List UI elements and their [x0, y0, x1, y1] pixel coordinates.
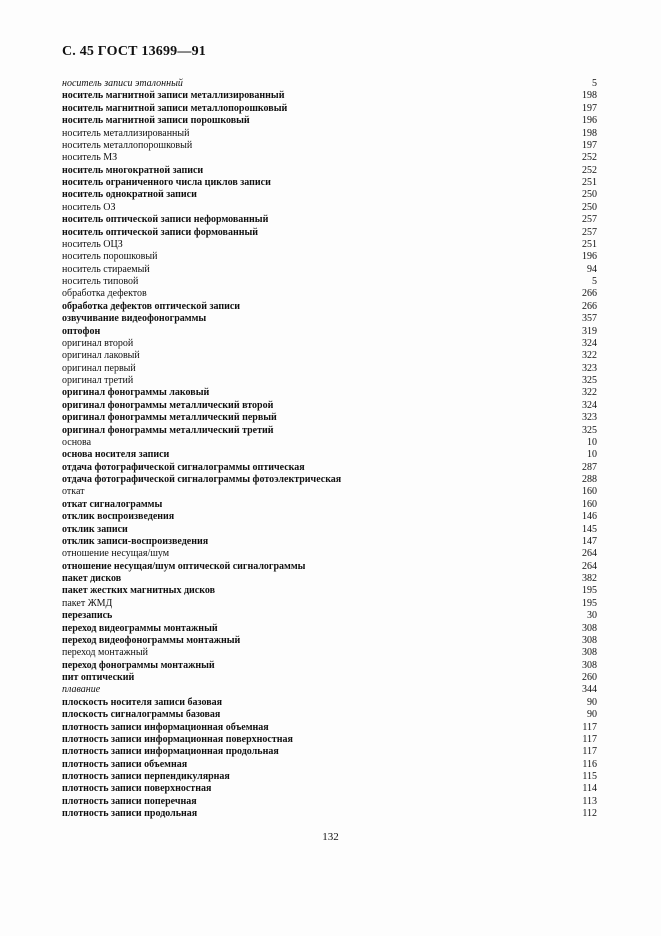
index-page-ref: 260	[582, 672, 597, 683]
index-term: носитель ОЗ	[62, 201, 116, 213]
index-term: носитель магнитной записи порошковый	[62, 115, 250, 127]
index-entry	[62, 635, 597, 647]
index-term: плоскость носителя записи базовая	[62, 696, 223, 708]
index-term: плавание	[62, 684, 101, 696]
index-page-ref: 116	[582, 758, 597, 770]
index-entry	[62, 140, 597, 152]
index-entry	[62, 326, 597, 338]
index-page-ref: 115	[582, 771, 597, 782]
index-term: носитель оптической записи формованный	[62, 226, 259, 238]
index-entry	[62, 90, 597, 102]
index-entry	[62, 548, 597, 560]
index-entry	[62, 338, 597, 350]
index-page-ref: 147	[582, 535, 597, 547]
index-page-ref: 357	[582, 313, 597, 325]
index-term: носитель порошковый	[62, 251, 158, 263]
index-entry	[62, 177, 597, 189]
index-page-ref: 287	[582, 461, 597, 473]
index-page-ref: 90	[587, 696, 597, 708]
index-entry	[62, 697, 597, 709]
index-term: носитель магнитной записи металлизированный	[62, 90, 285, 102]
index-page-ref: 90	[587, 709, 597, 721]
index-term: перезапись	[62, 610, 113, 622]
index-page-ref: 325	[582, 424, 597, 436]
index-page-ref: 266	[582, 288, 597, 300]
index-entry	[62, 474, 597, 486]
index-page-ref: 196	[582, 115, 597, 127]
index-page-ref: 308	[582, 622, 597, 634]
index-entry	[62, 165, 597, 177]
index-page-ref: 114	[582, 783, 597, 795]
index-term: оригинал фонограммы металлический третий	[62, 424, 274, 436]
index-page-ref: 251	[582, 238, 597, 250]
index-term: носитель записи эталонный	[62, 78, 183, 89]
index-term: оригинал третий	[62, 375, 134, 386]
index-page-ref: 117	[582, 721, 597, 733]
index-entry	[62, 375, 597, 387]
index-page-ref: 197	[582, 102, 597, 114]
index-entry	[62, 684, 597, 696]
index-entry	[62, 486, 597, 498]
index-entry	[62, 412, 597, 424]
index-page-ref: 113	[582, 795, 597, 807]
index-term: носитель магнитной записи металлопорошковый	[62, 102, 288, 114]
index-page-ref: 325	[582, 375, 597, 386]
index-entry	[62, 363, 597, 375]
index-term: плотность записи информационная объемная	[62, 721, 269, 733]
index-page-ref: 195	[582, 585, 597, 597]
index-page-ref: 5	[592, 78, 597, 89]
index-term: плотность записи информационная продольная	[62, 746, 279, 758]
index-term: носитель ограниченного числа циклов записи	[62, 177, 271, 188]
index-term: отдача фотографической сигналограммы оптическая	[62, 461, 305, 473]
index-term: носитель МЗ	[62, 152, 118, 164]
index-term: плотность записи объемная	[62, 758, 188, 770]
index-entry	[62, 189, 597, 201]
index-page-ref: 322	[582, 387, 597, 399]
index-term: носитель металлопорошковый	[62, 139, 193, 151]
index-term: откат сигналограммы	[62, 498, 163, 510]
index-page-ref: 112	[582, 808, 597, 820]
index-entry	[62, 746, 597, 758]
index-page-ref: 264	[582, 548, 597, 560]
index-term: отклик записи	[62, 523, 128, 535]
index-term: отношение несущая/шум	[62, 548, 170, 560]
index-entry	[62, 350, 597, 362]
index-term: носитель однократной записи	[62, 189, 197, 201]
index-term: плоскость сигналограммы базовая	[62, 709, 221, 721]
index-term: обработка дефектов оптической записи	[62, 300, 241, 312]
index-term: переход фонограммы монтажный	[62, 659, 215, 671]
index-term: пакет жестких магнитных дисков	[62, 585, 216, 597]
index-entry	[62, 610, 597, 622]
index-entry	[62, 499, 597, 511]
index-entry	[62, 598, 597, 610]
index-term: носитель типовой	[62, 276, 139, 287]
index-entry	[62, 623, 597, 635]
index-entry	[62, 276, 597, 288]
index-page-ref: 117	[582, 746, 597, 758]
index-term: оригинал фонограммы металлический первый	[62, 412, 277, 424]
index-entry	[62, 771, 597, 783]
index-term: озвучивание видеофонограммы	[62, 313, 207, 325]
index-entry	[62, 437, 597, 449]
index-term: откат	[62, 486, 85, 498]
index-entry	[62, 152, 597, 164]
index-term: отклик воспроизведения	[62, 511, 175, 523]
index-entry	[62, 214, 597, 226]
index-term: переход монтажный	[62, 647, 148, 659]
index-entry	[62, 709, 597, 721]
index-term: плотность записи поперечная	[62, 795, 197, 807]
index-page-ref: 250	[582, 189, 597, 201]
index-term: отдача фотографической сигналограммы фотоэлектрическая	[62, 474, 342, 485]
index-page-ref: 5	[592, 276, 597, 287]
index-page-ref: 145	[582, 523, 597, 535]
index-entry	[62, 387, 597, 399]
index-term: основа	[62, 436, 92, 448]
index-term: пакет ЖМД	[62, 597, 113, 609]
index-term: плотность записи информационная поверхностная	[62, 733, 293, 745]
index-page-ref: 251	[582, 177, 597, 188]
index-page-ref: 324	[582, 399, 597, 411]
index-page-ref: 264	[582, 560, 597, 572]
index-entry	[62, 301, 597, 313]
index-entry	[62, 734, 597, 746]
index-page-ref: 146	[582, 511, 597, 523]
index-page-ref: 252	[582, 164, 597, 176]
index-list	[62, 78, 597, 821]
index-term: плотность записи перпендикулярная	[62, 771, 230, 782]
index-entry	[62, 288, 597, 300]
index-page-ref: 382	[582, 573, 597, 584]
index-term: оптофон	[62, 325, 101, 337]
index-term: носитель ОЦЗ	[62, 238, 123, 250]
index-page-ref: 252	[582, 152, 597, 164]
index-page-ref: 198	[582, 90, 597, 102]
index-entry	[62, 796, 597, 808]
index-page-ref: 288	[582, 474, 597, 485]
index-entry	[62, 462, 597, 474]
index-entry	[62, 78, 597, 90]
index-entry	[62, 561, 597, 573]
index-entry	[62, 573, 597, 585]
index-entry	[62, 115, 597, 127]
index-page-ref: 10	[587, 449, 597, 461]
index-page-ref: 117	[582, 733, 597, 745]
index-term: обработка дефектов	[62, 288, 147, 300]
index-entry	[62, 449, 597, 461]
index-term: переход видеофонограммы монтажный	[62, 634, 241, 646]
index-entry	[62, 647, 597, 659]
index-entry	[62, 103, 597, 115]
index-page-ref: 94	[587, 263, 597, 275]
index-term: отношение несущая/шум оптической сигналограммы	[62, 560, 306, 572]
index-page-ref: 160	[582, 486, 597, 498]
index-page-ref: 308	[582, 647, 597, 659]
index-page-ref: 160	[582, 498, 597, 510]
index-entry	[62, 722, 597, 734]
index-term: переход видеограммы монтажный	[62, 622, 218, 634]
index-page-ref: 196	[582, 251, 597, 263]
index-page-ref: 250	[582, 201, 597, 213]
index-page-ref: 322	[582, 350, 597, 362]
index-entry	[62, 251, 597, 263]
index-term: оригинал второй	[62, 337, 134, 349]
index-term: носитель металлизированный	[62, 127, 190, 139]
index-term: основа носителя записи	[62, 449, 170, 461]
index-term: оригинал первый	[62, 362, 136, 374]
index-page-ref: 319	[582, 325, 597, 337]
index-entry	[62, 425, 597, 437]
index-entry	[62, 313, 597, 325]
index-entry	[62, 585, 597, 597]
index-page-ref: 257	[582, 226, 597, 238]
index-page-ref: 308	[582, 659, 597, 671]
index-entry	[62, 808, 597, 820]
index-page-ref: 10	[587, 436, 597, 448]
index-page-ref: 323	[582, 412, 597, 424]
index-page-ref: 197	[582, 139, 597, 151]
page-header: С. 45 ГОСТ 13699—91	[62, 44, 206, 59]
index-page-ref: 266	[582, 300, 597, 312]
index-term: пит оптический	[62, 672, 135, 683]
index-term: отклик записи-воспроизведения	[62, 535, 209, 547]
index-entry	[62, 227, 597, 239]
index-term: плотность записи продольная	[62, 808, 198, 820]
index-entry	[62, 672, 597, 684]
index-term: носитель стираемый	[62, 263, 150, 275]
index-term: оригинал фонограммы металлический второй	[62, 399, 274, 411]
index-entry	[62, 239, 597, 251]
index-page-ref: 30	[587, 610, 597, 622]
index-page-ref: 195	[582, 597, 597, 609]
index-term: пакет дисков	[62, 573, 122, 584]
index-term: оригинал фонограммы лаковый	[62, 387, 210, 399]
index-entry	[62, 660, 597, 672]
index-entry	[62, 524, 597, 536]
index-entry	[62, 536, 597, 548]
index-term: носитель оптической записи неформованный	[62, 214, 269, 226]
index-page-ref: 323	[582, 362, 597, 374]
index-page-ref: 198	[582, 127, 597, 139]
index-entry	[62, 759, 597, 771]
index-page-ref: 257	[582, 214, 597, 226]
index-term: оригинал лаковый	[62, 350, 140, 362]
index-page-ref: 324	[582, 337, 597, 349]
page-number: 132	[322, 831, 339, 843]
index-page-ref: 308	[582, 634, 597, 646]
index-page-ref: 344	[582, 684, 597, 696]
index-entry	[62, 783, 597, 795]
index-entry	[62, 511, 597, 523]
index-term: плотность записи поверхностная	[62, 783, 212, 795]
index-entry	[62, 128, 597, 140]
index-entry	[62, 264, 597, 276]
index-entry	[62, 400, 597, 412]
index-term: носитель многократной записи	[62, 164, 204, 176]
index-entry	[62, 202, 597, 214]
